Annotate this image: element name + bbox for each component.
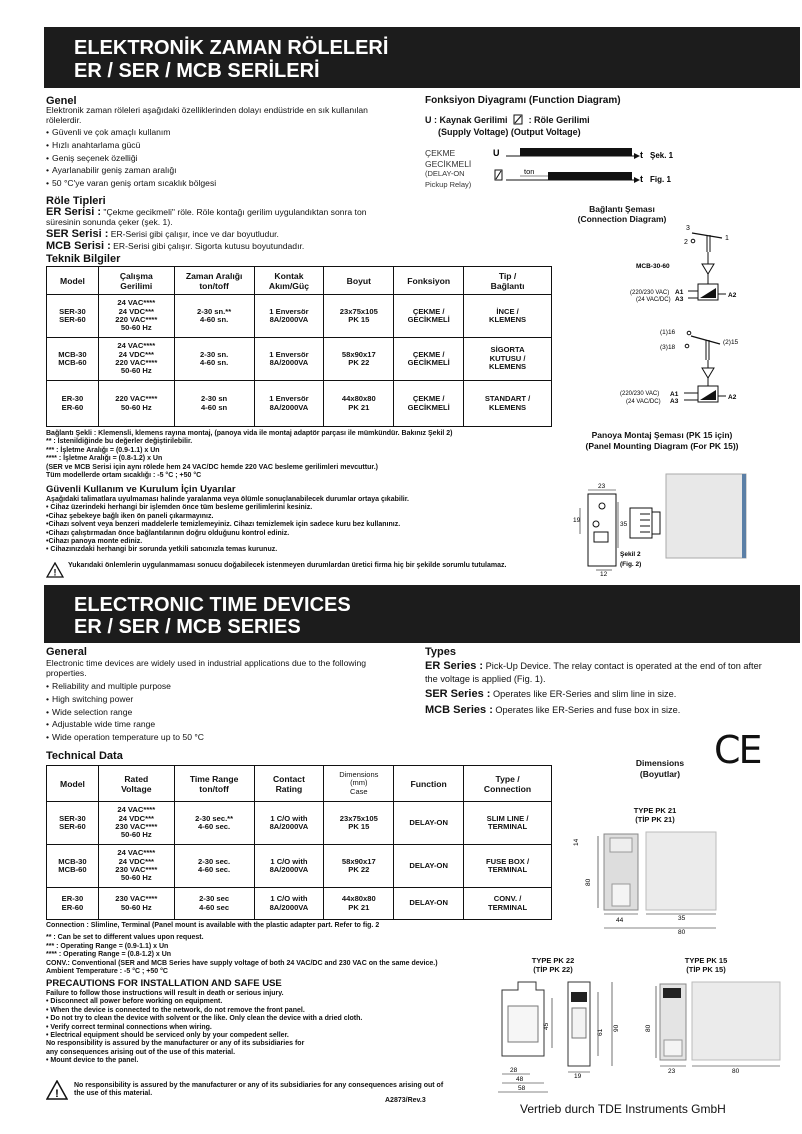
table-cell: 1 C/O with 8A/2000VA [254, 802, 324, 845]
en-safety-list [46, 990, 516, 1066]
en-feature: • High switching power [46, 693, 386, 706]
pk15-title [668, 956, 744, 974]
column-header: Type / Connection [464, 766, 552, 802]
dimension-label: 12 [600, 571, 608, 578]
en-title: ELECTRONIC TIME DEVICES [74, 594, 351, 616]
pin-label: 1 [725, 235, 729, 242]
en-er-label: ER Series : [425, 660, 484, 672]
en-ser-text: Operates like ER-Series and slim line in size. [490, 689, 677, 699]
tr-mcb-series [46, 241, 401, 251]
en-safety-item: • Do not try to clean the device with solvent or the like. Only clean the device with a dried cloth. [46, 1015, 363, 1023]
table-cell: 230 VAC**** 50-60 Hz [98, 888, 174, 920]
en-ser-series [425, 688, 770, 701]
pk22-title-en: TYPE PK 22 [531, 956, 575, 965]
column-header: Zaman Aralığı ton/toff [174, 267, 254, 295]
label-line: Pickup Relay) [425, 179, 472, 189]
terminal-label: A2 [728, 394, 737, 401]
table-cell: 1 Enversör 8A/2000VA [254, 338, 324, 381]
pin-label: 3 [686, 225, 690, 232]
en-safety-item: • When the device is connected to the network, do not remove the front panel. [46, 1006, 305, 1014]
column-header: Function [394, 766, 464, 802]
table-row [47, 802, 552, 845]
table-cell: ÇEKME / GECİKMELİ [394, 338, 464, 381]
dimension-label: 61 [597, 1028, 604, 1036]
table-cell: ÇEKME / GECİKMELİ [394, 381, 464, 427]
en-mcb-series [425, 704, 770, 717]
table-cell: FUSE BOX / TERMINAL [464, 845, 552, 888]
pk22-title-tr: (TİP PK 22) [533, 965, 573, 974]
legend-supply: U : Kaynak Gerilimi [425, 115, 508, 125]
tr-note: ** : İstenildiğinde bu değerler değiştirilebilir. [46, 438, 193, 446]
ce-mark: CE [714, 728, 761, 772]
tr-ser-label: SER Serisi : [46, 228, 109, 240]
mounting-title-en: (Panel Mounting Diagram (For PK 15)) [585, 440, 739, 451]
fig-tr-label: Şek. 1 [650, 151, 674, 160]
en-safety-item: Failure to follow those instructions will result in death or serious injury. [46, 990, 284, 997]
column-header: Rated Voltage [98, 766, 174, 802]
column-header: Boyut [324, 267, 394, 295]
table-cell: 58x90x17 PK 22 [324, 845, 394, 888]
tr-note: **** : İşletme Aralığı = (0.8-1.2) x Un [46, 455, 163, 463]
connection-title-tr: Bağlantı Şeması [589, 204, 655, 214]
table-cell: 1 C/O with 8A/2000VA [254, 888, 324, 920]
mounting-title-tr: Panoya Montaj Şeması (PK 15 için) [591, 430, 733, 440]
en-general-heading: General [46, 646, 87, 658]
table-cell: 44x80x80 PK 21 [324, 381, 394, 427]
fig-en-label: Fig. 1 [650, 175, 671, 184]
en-title-banner [44, 585, 800, 643]
tr-note: (SER ve MCB Serisi için aynı rölede hem 24 VAC/DC hemde 220 VAC besleme gerilimleri mevcuttur.) [46, 463, 378, 471]
function-legend [425, 114, 590, 125]
tr-feature: • Güvenli ve çok amaçlı kullanım [46, 126, 386, 139]
en-tech-heading: Technical Data [46, 750, 123, 762]
t-label: t [640, 174, 643, 184]
en-safety-heading: PRECAUTIONS FOR INSTALLATION AND SAFE USE [46, 978, 282, 989]
tr-feature-list [46, 126, 386, 190]
dimensions-title-en: Dimensions [635, 758, 685, 768]
svg-text:!: ! [55, 1088, 59, 1100]
tr-feature: • 50 °C'ye varan geniş ortam sıcaklık bölgesi [46, 177, 386, 190]
column-header: Time Range ton/toff [174, 766, 254, 802]
table-row [47, 888, 552, 920]
en-feature: • Reliability and multiple purpose [46, 680, 386, 693]
table-cell: CONV. / TERMINAL [464, 888, 552, 920]
en-note: **** : Operating Range = (0.8-1.2) x Un [46, 951, 172, 959]
pin-label: (3)18 [660, 344, 676, 351]
dimension-label: 45 [543, 1022, 550, 1030]
tr-feature: • Hızlı anahtarlama gücü [46, 139, 386, 152]
table-cell: DELAY-ON [394, 845, 464, 888]
model-label: MCB-30-60 [636, 263, 670, 270]
svg-text:!: ! [53, 567, 57, 578]
pk22-drawing [496, 978, 626, 1096]
table-cell: MCB-30 MCB-60 [47, 338, 99, 381]
column-header: Contact Rating [254, 766, 324, 802]
pk15-title-tr: (TİP PK 15) [686, 965, 726, 974]
en-safety-item: any consequences arising out of the use of this material. [46, 1048, 236, 1056]
mounting-title [562, 430, 762, 451]
table-cell: 24 VAC**** 24 VDC*** 230 VAC**** 50-60 Hz [98, 802, 174, 845]
table-cell: 24 VAC**** 24 VDC*** 220 VAC**** 50-60 Hz [98, 295, 174, 338]
table-cell: MCB-30 MCB-60 [47, 845, 99, 888]
legend-relay: : Röle Gerilimi [528, 115, 590, 125]
terminal-label: A3 [670, 398, 679, 405]
dimension-label: 35 [678, 915, 686, 922]
table-cell: ER-30 ER-60 [47, 888, 99, 920]
table-cell: İNCE / KLEMENS [464, 295, 552, 338]
en-note: Ambient Temperature : -5 °C ; +50 °C [46, 968, 168, 976]
pk15-title-en: TYPE PK 15 [684, 956, 728, 965]
pin-label: (2)15 [723, 339, 739, 346]
en-general-text: Electronic time devices are widely used in industrial applications due to the following properties. [46, 658, 367, 679]
en-spec-table [46, 765, 552, 920]
tr-general-text: Elektronik zaman röleleri aşağıdaki özelliklerinden dolayı endüstride en sık kullanılan rölelerdir. [46, 105, 368, 126]
tr-types-heading: Röle Tipleri [46, 195, 106, 207]
label-line: (DELAY-ON [425, 169, 465, 178]
relay-voltage-icon [513, 114, 523, 125]
en-note: ** : Can be set to different values upon request. [46, 934, 204, 942]
figure-label: (Fig. 2) [620, 561, 642, 568]
dimension-label: 35 [620, 521, 628, 528]
table-cell: ER-30 ER-60 [47, 381, 99, 427]
table-cell: 1 Enversör 8A/2000VA [254, 295, 324, 338]
en-feature: • Wide operation temperature up to 50 °C [46, 731, 386, 744]
dimension-label: 58 [518, 1085, 526, 1092]
dimension-label: 80 [585, 878, 592, 886]
tr-er-text: "Çekme gecikmeli" röle. Röle kontağı gerilim uygulandıktan sonra ton süresinin sonunda çeker (şek. 1). [46, 207, 367, 228]
pk21-drawing [570, 828, 730, 940]
warning-icon [46, 562, 64, 578]
t-label: t [640, 150, 643, 160]
pk21-title [610, 806, 700, 824]
dimension-label: 19 [574, 1073, 582, 1080]
en-subtitle: ER / SER / MCB SERIES [74, 616, 301, 638]
table-cell: 2-30 sec.** 4-60 sec. [174, 802, 254, 845]
tr-tech-heading: Teknik Bilgiler [46, 253, 121, 265]
dimension-label: 44 [616, 917, 624, 924]
tr-notes [46, 430, 566, 480]
table-cell: 44x80x80 PK 21 [324, 888, 394, 920]
function-diagram-title: Fonksiyon Diyagramı (Function Diagram) [425, 95, 621, 106]
table-cell: ÇEKME / GECİKMELİ [394, 295, 464, 338]
tr-ser-text: ER-Serisi gibi çalışır, ince ve dar boyutludur. [108, 229, 279, 239]
table-header-row [47, 766, 552, 802]
table-cell: 23x75x105 PK 15 [324, 802, 394, 845]
tr-safety-item: Aşağıdaki talimatlara uyulmaması halinde yaralanma veya ölümle sonuçlanabilecek durumlar ortaya çıkabilir. [46, 496, 409, 503]
table-cell: 58x90x17 PK 22 [324, 338, 394, 381]
table-cell: DELAY-ON [394, 888, 464, 920]
delay-on-label [425, 148, 471, 190]
tr-feature: • Ayarlanabilir geniş zaman aralığı [46, 164, 386, 177]
tr-spec-table [46, 266, 552, 427]
dimension-label: 48 [516, 1076, 524, 1083]
en-er-text: Pick-Up Device. The relay contact is operated at the end of ton after the voltage is applied (Fig. 1). [425, 661, 762, 684]
tr-safety-item: • Cihaz üzerindeki herhangi bir işlemden önce tüm besleme gerilimlerini kesiniz. [46, 504, 313, 512]
voltage-label: (220/230 VAC) [630, 290, 670, 296]
dimension-label: 80 [732, 1068, 740, 1075]
table-cell: 2-30 sec. 4-60 sec. [174, 845, 254, 888]
en-notes [46, 922, 566, 976]
column-header: Model [47, 766, 99, 802]
table-cell: SİGORTA KUTUSU / KLEMENS [464, 338, 552, 381]
column-header: Model [47, 267, 99, 295]
tr-title: ELEKTRONİK ZAMAN RÖLELERİ [74, 37, 389, 59]
en-note: Connection : Slimline, Terminal (Panel mount is available with the plastic adapter part. Refer to fig. 2 [46, 922, 380, 929]
connection-diagram [612, 218, 762, 418]
dimension-label: 28 [510, 1067, 518, 1074]
dimension-label: 90 [613, 1024, 620, 1032]
tr-safety-item: •Cihazı panoya monte ediniz. [46, 538, 143, 546]
table-row [47, 295, 552, 338]
table-cell: SER-30 SER-60 [47, 295, 99, 338]
pin-label: 2 [684, 239, 688, 246]
connection-title-en: (Connection Diagram) [577, 214, 667, 224]
tr-general-heading: Genel [46, 95, 77, 107]
dimension-label: 80 [678, 929, 686, 936]
tr-note: Bağlantı Şekli : Klemensli, klemens rayına montaj, (panoya vida ile montaj adaptör parçası ile mümkündür. Bakınız Şekil 2) [46, 430, 453, 437]
table-cell: DELAY-ON [394, 802, 464, 845]
tr-safety-item: •Cihazı solvent veya benzeri maddelerle temizlemeyiniz. Cihazı temizlemek için sadece kuru bez kullanınız. [46, 521, 401, 529]
dimension-label: 23 [668, 1068, 676, 1075]
dimensions-title [615, 758, 705, 779]
tr-safety-warning: Yukarıdaki önlemlerin uygulanmaması sonucu doğabilecek istenmeyen durumlardan üretici firma hiç bir şekilde sorumlu tutulamaz. [68, 562, 507, 569]
en-feature-list [46, 680, 386, 744]
en-note: *** : Operating Range = (0.9-1.1) x Un [46, 942, 169, 950]
tr-er-label: ER Serisi : [46, 206, 102, 218]
dimension-label: 14 [573, 838, 580, 846]
en-safety-item: • Disconnect all power before working on equipment. [46, 998, 223, 1006]
function-legend-sub: (Supply Voltage) (Output Voltage) [438, 127, 581, 137]
table-cell: STANDART / KLEMENS [464, 381, 552, 427]
en-feature: • Adjustable wide time range [46, 718, 386, 731]
dimensions-title-tr: (Boyutlar) [639, 768, 681, 779]
revision-code: A2873/Rev.3 [385, 1097, 426, 1104]
tr-feature: • Geniş seçenek özelliği [46, 152, 386, 165]
column-header: Dimensions (mm) Case [324, 766, 394, 802]
pk15-drawing [638, 978, 788, 1078]
ton-label: ton [524, 167, 535, 176]
label-line: ÇEKME [425, 148, 456, 158]
pk21-title-tr: (TİP PK 21) [635, 815, 675, 824]
table-row [47, 381, 552, 427]
table-cell: 2-30 sn 4-60 sn [174, 381, 254, 427]
terminal-label: A1 [670, 391, 679, 398]
table-cell: 220 VAC**** 50-60 Hz [98, 381, 174, 427]
table-cell: 23x75x105 PK 15 [324, 295, 394, 338]
terminal-label: A3 [675, 296, 684, 303]
en-safety-item: No responsibility is assured by the manufacturer or any of its subsidiaries for [46, 1040, 305, 1048]
tr-safety-list [46, 496, 566, 555]
terminal-label: A2 [728, 292, 737, 299]
table-header-row [47, 267, 552, 295]
panel-mounting-diagram [566, 470, 766, 580]
dimension-label: 23 [598, 483, 606, 490]
en-types-heading: Types [425, 646, 456, 658]
column-header: Tip / Bağlantı [464, 267, 552, 295]
tr-safety-heading: Güvenli Kullanım ve Kurulum İçin Uyarılar [46, 484, 236, 495]
dimension-label: 80 [645, 1024, 652, 1032]
voltage-label: (24 VAC/DC) [636, 297, 671, 303]
pin-label: (1)16 [660, 329, 676, 336]
label-line: GECİKMELİ [425, 158, 472, 169]
en-mcb-label: MCB Series : [425, 704, 493, 716]
tr-note: *** : İşletme Aralığı = (0.9-1.1) x Un [46, 446, 160, 454]
tr-ser-series [46, 229, 401, 239]
dimension-label: 19 [573, 517, 581, 524]
u-label: U [493, 148, 500, 158]
tr-safety-item: •Cihaz şebekeye bağlı iken ön paneli çıkarmayınız. [46, 512, 214, 520]
timing-diagram [490, 142, 700, 190]
table-row [47, 845, 552, 888]
column-header: Çalışma Gerilimi [98, 267, 174, 295]
en-safety-item: • Electrical equipment should be serviced only by your compedent seller. [46, 1032, 289, 1040]
en-safety-item: • Verify correct terminal connections when wiring. [46, 1023, 212, 1031]
tr-subtitle: ER / SER / MCB SERİLERİ [74, 60, 320, 82]
voltage-label: (220/230 VAC) [620, 391, 660, 397]
table-row [47, 338, 552, 381]
table-cell: 1 C/O with 8A/2000VA [254, 845, 324, 888]
column-header: Fonksiyon [394, 267, 464, 295]
tr-mcb-text: ER-Serisi gibi çalışır. Sigorta kutusu boyutundadır. [110, 241, 305, 251]
tr-note: Tüm modellerde ortam sıcaklığı : -5 °C ; +50 °C [46, 472, 202, 480]
pk22-title [518, 956, 588, 974]
en-note: CONV.: Conventional (SER and MCB Series have supply voltage of both 24 VAC/DC and 230 VAC on the same device.) [46, 959, 438, 967]
tr-title-banner [44, 27, 800, 88]
en-ser-label: SER Series : [425, 688, 491, 700]
table-cell: SER-30 SER-60 [47, 802, 99, 845]
en-er-series [425, 660, 770, 685]
tr-mcb-label: MCB Serisi : [46, 240, 111, 252]
en-safety-item: • Mount device to the panel. [46, 1057, 139, 1065]
footer-distributor: Vertrieb durch TDE Instruments GmbH [520, 1102, 726, 1116]
tr-safety-item: •Cihazı çalıştırmadan önce bağlantılarının doğru olduğunu kontrol ediniz. [46, 529, 290, 537]
column-header: Kontak Akım/Güç [254, 267, 324, 295]
tr-safety-item: • Cihazınızdaki herhangi bir sorunda yetkili satıcınızla temas kurunuz. [46, 546, 278, 554]
en-safety-warning: No responsibility is assured by the manufacturer or any of its subsidiaries for any consequences arising out of the use of this material. [74, 1082, 444, 1098]
en-mcb-text: Operates like ER-Series and fuse box in size. [492, 705, 681, 715]
table-cell: 2-30 sec 4-60 sec [174, 888, 254, 920]
terminal-label: A1 [675, 289, 684, 296]
table-cell: 24 VAC**** 24 VDC*** 220 VAC**** 50-60 Hz [98, 338, 174, 381]
voltage-label: (24 VAC/DC) [626, 399, 661, 405]
en-feature: • Wide selection range [46, 706, 386, 719]
table-cell: 1 Enversör 8A/2000VA [254, 381, 324, 427]
table-cell: 2-30 sn. 4-60 sn. [174, 338, 254, 381]
table-cell: 24 VAC**** 24 VDC*** 230 VAC**** 50-60 Hz [98, 845, 174, 888]
table-cell: SLIM LINE / TERMINAL [464, 802, 552, 845]
figure-label: Şekil 2 [620, 551, 641, 558]
pk21-title-en: TYPE PK 21 [633, 806, 677, 815]
table-cell: 2-30 sn.** 4-60 sn. [174, 295, 254, 338]
warning-icon [46, 1080, 68, 1100]
tr-er-series [46, 207, 401, 227]
